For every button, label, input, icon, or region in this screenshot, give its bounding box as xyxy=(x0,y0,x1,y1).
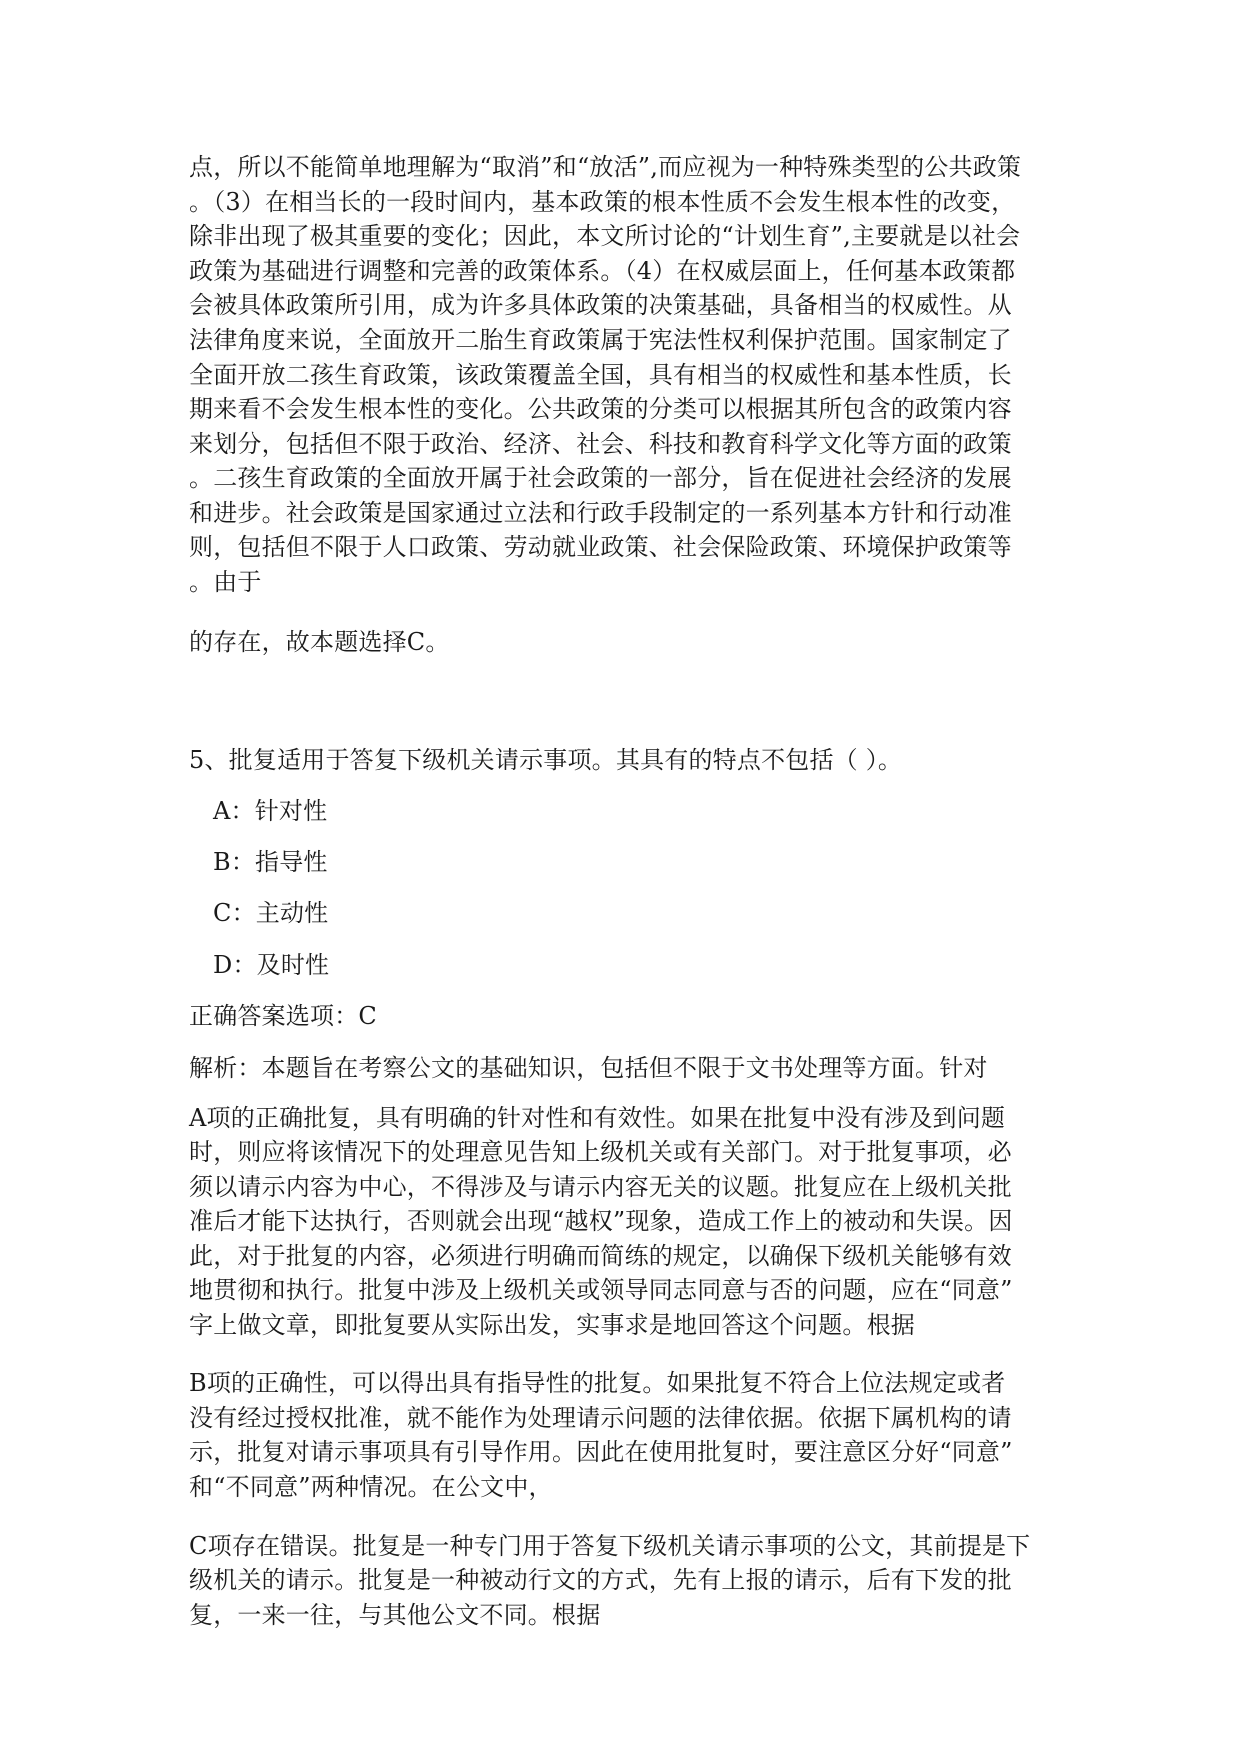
text-line: 会被具体政策所引用，成为许多具体政策的决策基础，具备相当的权威性。从 xyxy=(189,291,1012,319)
text-line: 时，则应将该情况下的处理意见告知上级机关或有关部门。对于批复事项，必 xyxy=(189,1138,1012,1166)
text-line: B项的正确性，可以得出具有指导性的批复。如果批复不符合上位法规定或者 xyxy=(189,1369,1006,1397)
option-c: C：主动性 xyxy=(213,899,329,927)
continuation-tail: 的存在，故本题选择C。 xyxy=(189,628,450,656)
question-text: 5、批复适用于答复下级机关请示事项。其具有的特点不包括（ ）。 xyxy=(189,746,903,774)
text-line: 点，所以不能简单地理解为“取消”和“放活”,而应视为一种特殊类型的公共政策 xyxy=(189,153,1022,181)
option-a: A：针对性 xyxy=(213,797,328,825)
text-line: 准后才能下达执行，否则就会出现“越权”现象，造成工作上的被动和失误。因 xyxy=(189,1207,1013,1235)
text-line: 和“不同意”两种情况。在公文中， xyxy=(189,1473,553,1501)
text-line: 则，包括但不限于人口政策、劳动就业政策、社会保险政策、环境保护政策等 xyxy=(189,533,1012,561)
option-b: B：指导性 xyxy=(213,848,328,876)
correct-answer: 正确答案选项：C xyxy=(189,1002,377,1030)
text-line: 和进步。社会政策是国家通过立法和行政手段制定的一系列基本方针和行动准 xyxy=(189,499,1012,527)
text-line: 来划分，包括但不限于政治、经济、社会、科技和教育科学文化等方面的政策 xyxy=(189,430,1012,458)
text-line: 字上做文章，即批复要从实际出发，实事求是地回答这个问题。根据 xyxy=(189,1311,915,1339)
text-line: A项的正确批复，具有明确的针对性和有效性。如果在批复中没有涉及到问题 xyxy=(189,1104,1006,1132)
text-line: 复，一来一往，与其他公文不同。根据 xyxy=(189,1601,601,1629)
analysis-intro: 解析：本题旨在考察公文的基础知识，包括但不限于文书处理等方面。针对 xyxy=(189,1054,988,1082)
text-line: 地贯彻和执行。批复中涉及上级机关或领导同志同意与否的问题，应在“同意” xyxy=(189,1276,1013,1304)
text-line: 示，批复对请示事项具有引导作用。因此在使用批复时，要注意区分好“同意” xyxy=(189,1438,1013,1466)
text-line: 法律角度来说，全面放开二胎生育政策属于宪法性权利保护范围。国家制定了 xyxy=(189,326,1012,354)
text-line: 级机关的请示。批复是一种被动行文的方式，先有上报的请示，后有下发的批 xyxy=(189,1566,1012,1594)
text-line: 除非出现了极其重要的变化；因此，本文所讨论的“计划生育”,主要就是以社会 xyxy=(189,222,1021,250)
text-line: 。（3）在相当长的一段时间内，基本政策的根本性质不会发生根本性的改变， xyxy=(189,188,1016,216)
text-line: 政策为基础进行调整和完善的政策体系。（4）在权威层面上，任何基本政策都 xyxy=(189,257,1016,285)
text-line: 。由于 xyxy=(189,568,262,596)
option-d: D：及时性 xyxy=(213,951,330,979)
text-line: 此，对于批复的内容，必须进行明确而简练的规定，以确保下级机关能够有效 xyxy=(189,1242,1012,1270)
text-line: 期来看不会发生根本性的变化。公共政策的分类可以根据其所包含的政策内容 xyxy=(189,395,1012,423)
text-line: 没有经过授权批准，就不能作为处理请示问题的法律依据。依据下属机构的请 xyxy=(189,1404,1012,1432)
text-line: 须以请示内容为中心，不得涉及与请示内容无关的议题。批复应在上级机关批 xyxy=(189,1173,1012,1201)
text-line: C项存在错误。批复是一种专门用于答复下级机关请示事项的公文，其前提是下 xyxy=(189,1532,1031,1560)
text-line: 全面开放二孩生育政策，该政策覆盖全国，具有相当的权威性和基本性质，长 xyxy=(189,361,1012,389)
text-line: 。二孩生育政策的全面放开属于社会政策的一部分，旨在促进社会经济的发展 xyxy=(189,464,1012,492)
